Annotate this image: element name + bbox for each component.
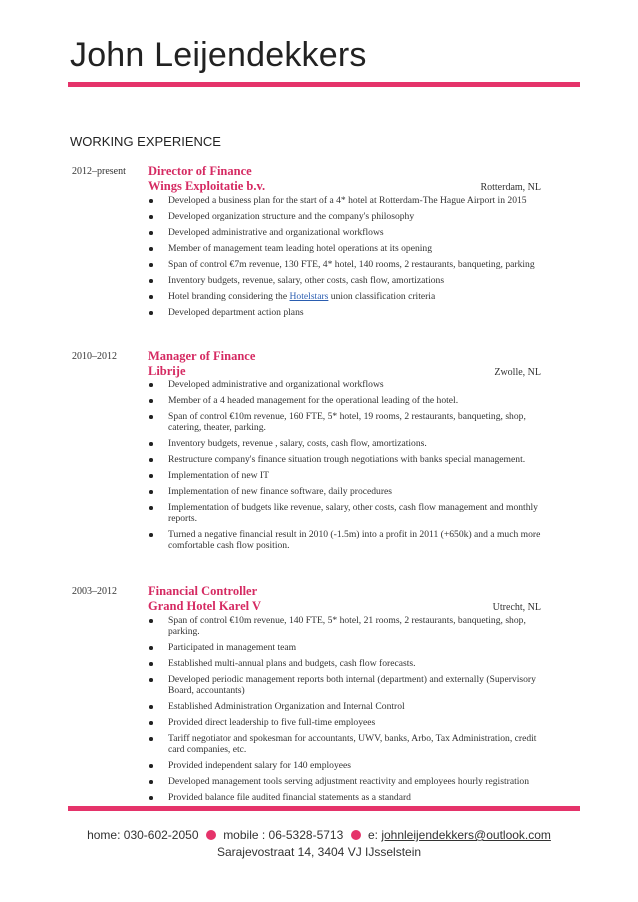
job-location: Zwolle, NL (494, 367, 541, 378)
bullet-item: Established multi-annual plans and budgets, cash flow forecasts. (148, 658, 548, 669)
bullet-item: Provided direct leadership to five full-time employees (148, 717, 548, 728)
bullet-item: Established Administration Organization and Internal Control (148, 701, 548, 712)
bullet-item: Implementation of budgets like revenue, salary, other costs, cash flow management and monthly reports. (148, 502, 548, 524)
bullet-item: Provided balance file audited financial statements as a standard (148, 792, 548, 803)
bullet-item: Turned a negative financial result in 2010 (-1.5m) into a profit in 2011 (+650k) and a much more comfortable cash flow position. (148, 529, 548, 551)
mobile-phone: mobile : 06-5328-5713 (223, 828, 344, 842)
bullet-item: Developed organization structure and the company's philosophy (148, 211, 548, 222)
bullet-item: Restructure company's finance situation trough negotiations with banks special management. (148, 454, 548, 465)
bullet-item: Member of management team leading hotel operations at its opening (148, 243, 548, 254)
branding-text-before: Hotel branding considering the (168, 291, 290, 302)
separator-dot-icon (206, 830, 216, 840)
bullet-item: Member of a 4 headed management for the operational leading of the hotel. (148, 395, 548, 406)
job-period: 2012–present (72, 166, 126, 177)
bullet-item: Tariff negotiator and spokesman for accountants, UWV, banks, Arbo, Tax Administration, credit card companies, etc. (148, 733, 548, 755)
job-bullets (148, 195, 548, 323)
separator-dot-icon (351, 830, 361, 840)
home-phone: home: 030-602-2050 (87, 828, 199, 842)
bullet-item: Developed periodic management reports both internal (department) and externally (Supervisory Board, accountants) (148, 674, 548, 696)
bullet-item: Span of control €10m revenue, 140 FTE, 5* hotel, 21 rooms, 2 restaurants, banqueting, shop, parking. (148, 615, 548, 637)
bullet-item: Inventory budgets, revenue , salary, costs, cash flow, amortizations. (148, 438, 548, 449)
email-link[interactable]: johnleijendekkers@outlook.com (381, 828, 551, 842)
bullet-item: Provided independent salary for 140 employees (148, 760, 548, 771)
bullet-item: Span of control €10m revenue, 160 FTE, 5* hotel, 19 rooms, 2 restaurants, banqueting, shop, catering, theater, parking. (148, 411, 548, 433)
branding-text-after: union classification criteria (328, 291, 436, 302)
footer-divider (68, 806, 580, 811)
job-period: 2010–2012 (72, 351, 117, 362)
bullet-item: Developed administrative and organizational workflows (148, 379, 548, 390)
job-title: Financial Controller (148, 584, 258, 598)
job-title: Director of Finance (148, 164, 252, 178)
bullet-item: Participated in management team (148, 642, 548, 653)
section-title: WORKING EXPERIENCE (70, 134, 221, 149)
job-bullets (148, 379, 548, 556)
hotelstars-link[interactable]: Hotelstars (289, 291, 329, 302)
bullet-item-branding (148, 291, 548, 302)
email-prefix: e: (367, 828, 382, 842)
address: Sarajevostraat 14, 3404 VJ IJsselstein (216, 845, 422, 859)
bullet-item: Developed a business plan for the start of a 4* hotel at Rotterdam-The Hague Airport in 2015 (148, 195, 548, 206)
contact-line (0, 828, 638, 842)
job-location: Rotterdam, NL (480, 182, 541, 193)
bullet-item: Developed administrative and organizational workflows (148, 227, 548, 238)
job-title: Manager of Finance (148, 349, 256, 363)
bullet-item: Developed management tools serving adjustment reactivity and employees hourly registration (148, 776, 548, 787)
job-period: 2003–2012 (72, 586, 117, 597)
bullet-item: Span of control €7m revenue, 130 FTE, 4* hotel, 140 rooms, 2 restaurants, banqueting, parking (148, 259, 548, 270)
bullet-item: Developed department action plans (148, 307, 548, 318)
job-bullets (148, 615, 548, 808)
bullet-item: Implementation of new finance software, daily procedures (148, 486, 548, 497)
job-location: Utrecht, NL (492, 602, 541, 613)
header-divider (68, 82, 580, 87)
job-company: Wings Exploitatie b.v. (148, 179, 266, 193)
bullet-item: Inventory budgets, revenue, salary, other costs, cash flow, amortizations (148, 275, 548, 286)
job-company: Librije (148, 364, 186, 378)
bullet-item: Implementation of new IT (148, 470, 548, 481)
job-company: Grand Hotel Karel V (148, 599, 262, 613)
candidate-name: John Leijendekkers (70, 36, 367, 74)
